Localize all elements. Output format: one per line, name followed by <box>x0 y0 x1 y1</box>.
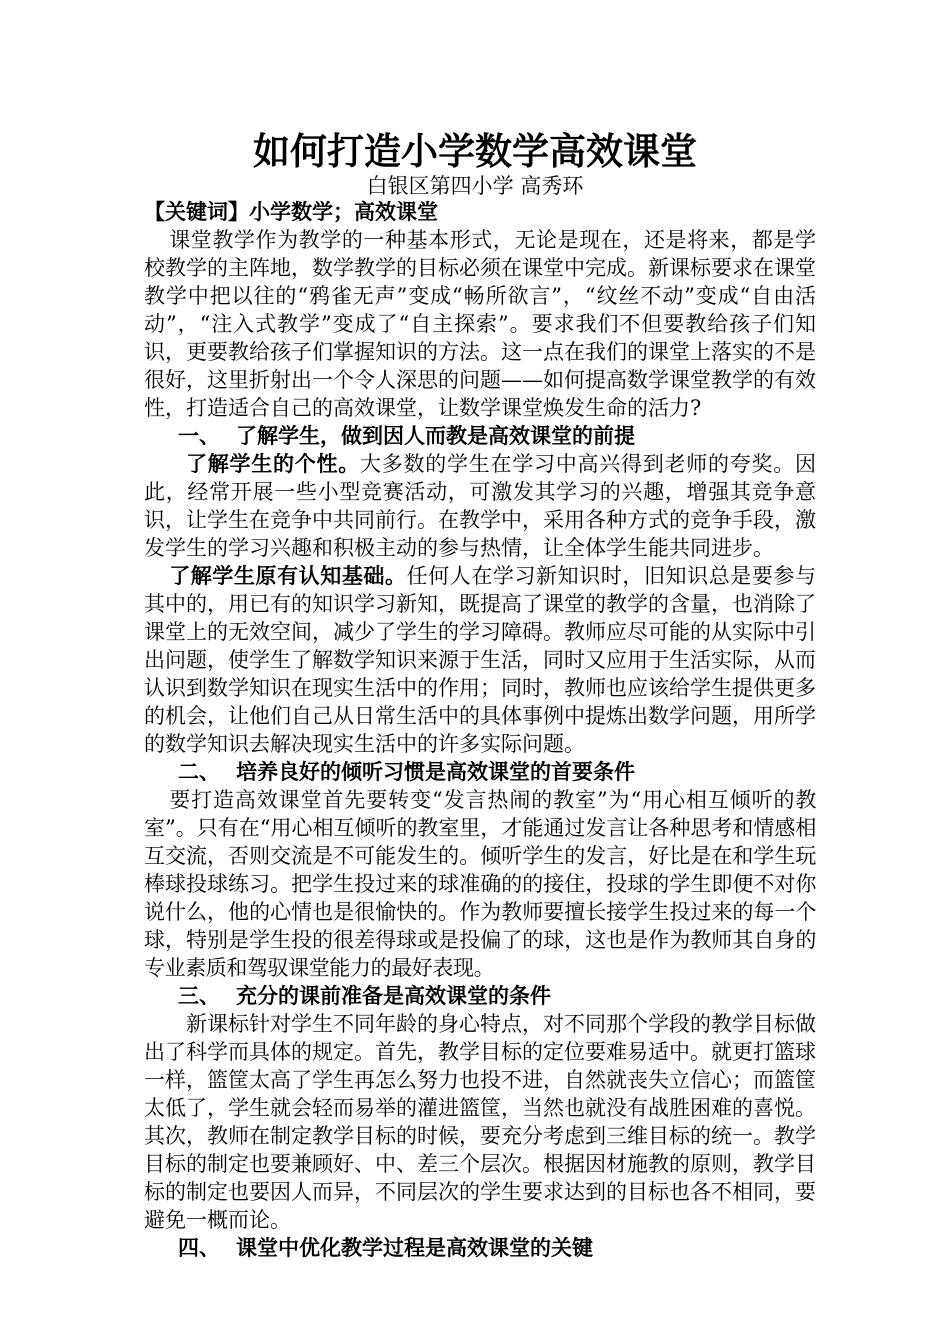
section-1-paragraph-1-lead: 了解学生的个性。 <box>186 451 360 476</box>
section-1-paragraph-2 <box>144 562 816 758</box>
section-2-number: 二、 <box>178 759 220 784</box>
section-1-number: 一、 <box>178 423 220 448</box>
section-1-paragraph-2-lead: 了解学生原有认知基础。 <box>169 563 407 588</box>
keywords-line <box>144 198 816 226</box>
section-1-paragraph-1 <box>144 450 816 562</box>
section-1-paragraph-2-text: 任何人在学习新知识时，旧知识总是要参与其中的，用已有的知识学习新知，既提高了课堂的教学的含量，也消除了课堂上的无效空间，减少了学生的学习障碍。教师应尽可能的从实际中引出问题，使学生了解数学知识来源于生活，同时又应用于生活实际，从而认识到数学知识在现实生活中的作用；同时，教师也应该给学生提供更多的机会，让他们自己从日常生活中的具体事例中提炼出数学问题，用所学的数学知识去解决现实生活中的许多实际问题。 <box>144 564 817 756</box>
section-3-number: 三、 <box>178 983 220 1008</box>
section-2-heading <box>144 758 816 786</box>
document-title: 如何打造小学数学高效课堂 <box>253 129 697 173</box>
section-3-paragraph: 新课标针对学生不同年龄的身心特点，对不同那个学段的教学目标做出了科学而具体的规定。首先，教学目标的定位要难易适中。就更打篮球一样，篮筐太高了学生再怎么努力也投不进，自然就丧失立信心；而篮筐太低了，学生就会轻而易举的灌进篮筐，当然也就没有战胜困难的喜悦。其次，教师在制定教学目标的时候，要充分考虑到三维目标的统一。教学目标的制定也要兼顾好、中、差三个层次。根据因材施教的原则，教学目标的制定也要因人而异，不同层次的学生要求达到的目标也各不相同，要避免一概而论。 <box>144 1012 816 1232</box>
section-3-heading <box>144 982 816 1010</box>
keywords-text: 小学数学；高效课堂 <box>249 199 438 224</box>
section-1-heading-text: 了解学生，做到因人而教是高效课堂的前提 <box>236 423 635 448</box>
section-1-heading <box>144 422 816 450</box>
section-4-number: 四、 <box>178 1235 220 1260</box>
intro-paragraph: 课堂教学作为教学的一种基本形式，无论是现在，还是将来，都是学校教学的主阵地，数学教学的目标必须在课堂中完成。新课标要求在课堂教学中把以往的“鸦雀无声”变成“畅所欲言”，“纹丝不动”变成“自由活动”，“注入式教学”变成了“自主探索”。要求我们不但要教给孩子们知识，更要教给孩子们掌握知识的方法。这一点在我们的课堂上落实的不是很好，这里折射出一个令人深思的问题——如何提高数学课堂教学的有效性，打造适合自己的高效课堂，让数学课堂焕发生命的活力? <box>144 228 816 420</box>
author-byline: 白银区第四小学 高秀环 <box>366 174 584 198</box>
section-3-heading-text: 充分的课前准备是高效课堂的条件 <box>236 983 551 1008</box>
section-2-heading-text: 培养良好的倾听习惯是高效课堂的首要条件 <box>236 759 635 784</box>
keywords-label: 【关键词】 <box>144 199 249 224</box>
section-2-paragraph: 要打造高效课堂首先要转变“发言热闹的教室”为“用心相互倾听的教室”。只有在“用心相互倾听的教室里，才能通过发言让各种思考和情感相互交流，否则交流是不可能发生的。倾听学生的发言，好比是在和学生玩棒球投球练习。把学生投过来的球准确的的接住，投球的学生即便不对你说什么，他的心情也是很愉快的。作为教师要擅长接学生投过来的每一个球，特别是学生投的很差得球或是投偏了的球，这也是作为教师其自身的专业素质和驾驭课堂能力的最好表现。 <box>144 788 816 980</box>
section-4-heading <box>144 1234 816 1262</box>
section-4-heading-text: 课堂中优化教学过程是高效课堂的关键 <box>236 1235 593 1260</box>
document-body <box>144 198 816 1262</box>
section-1-paragraph-1-text: 大多数的学生在学习中高兴得到老师的夸奖。因此，经常开展一些小型竞赛活动，可激发其学习的兴趣，增强其竞争意识，让学生在竞争中共同前行。在教学中，采用各种方式的竞争手段，激发学生的学习兴趣和积极主动的参与热情，让全体学生能共同进步。 <box>144 452 816 560</box>
